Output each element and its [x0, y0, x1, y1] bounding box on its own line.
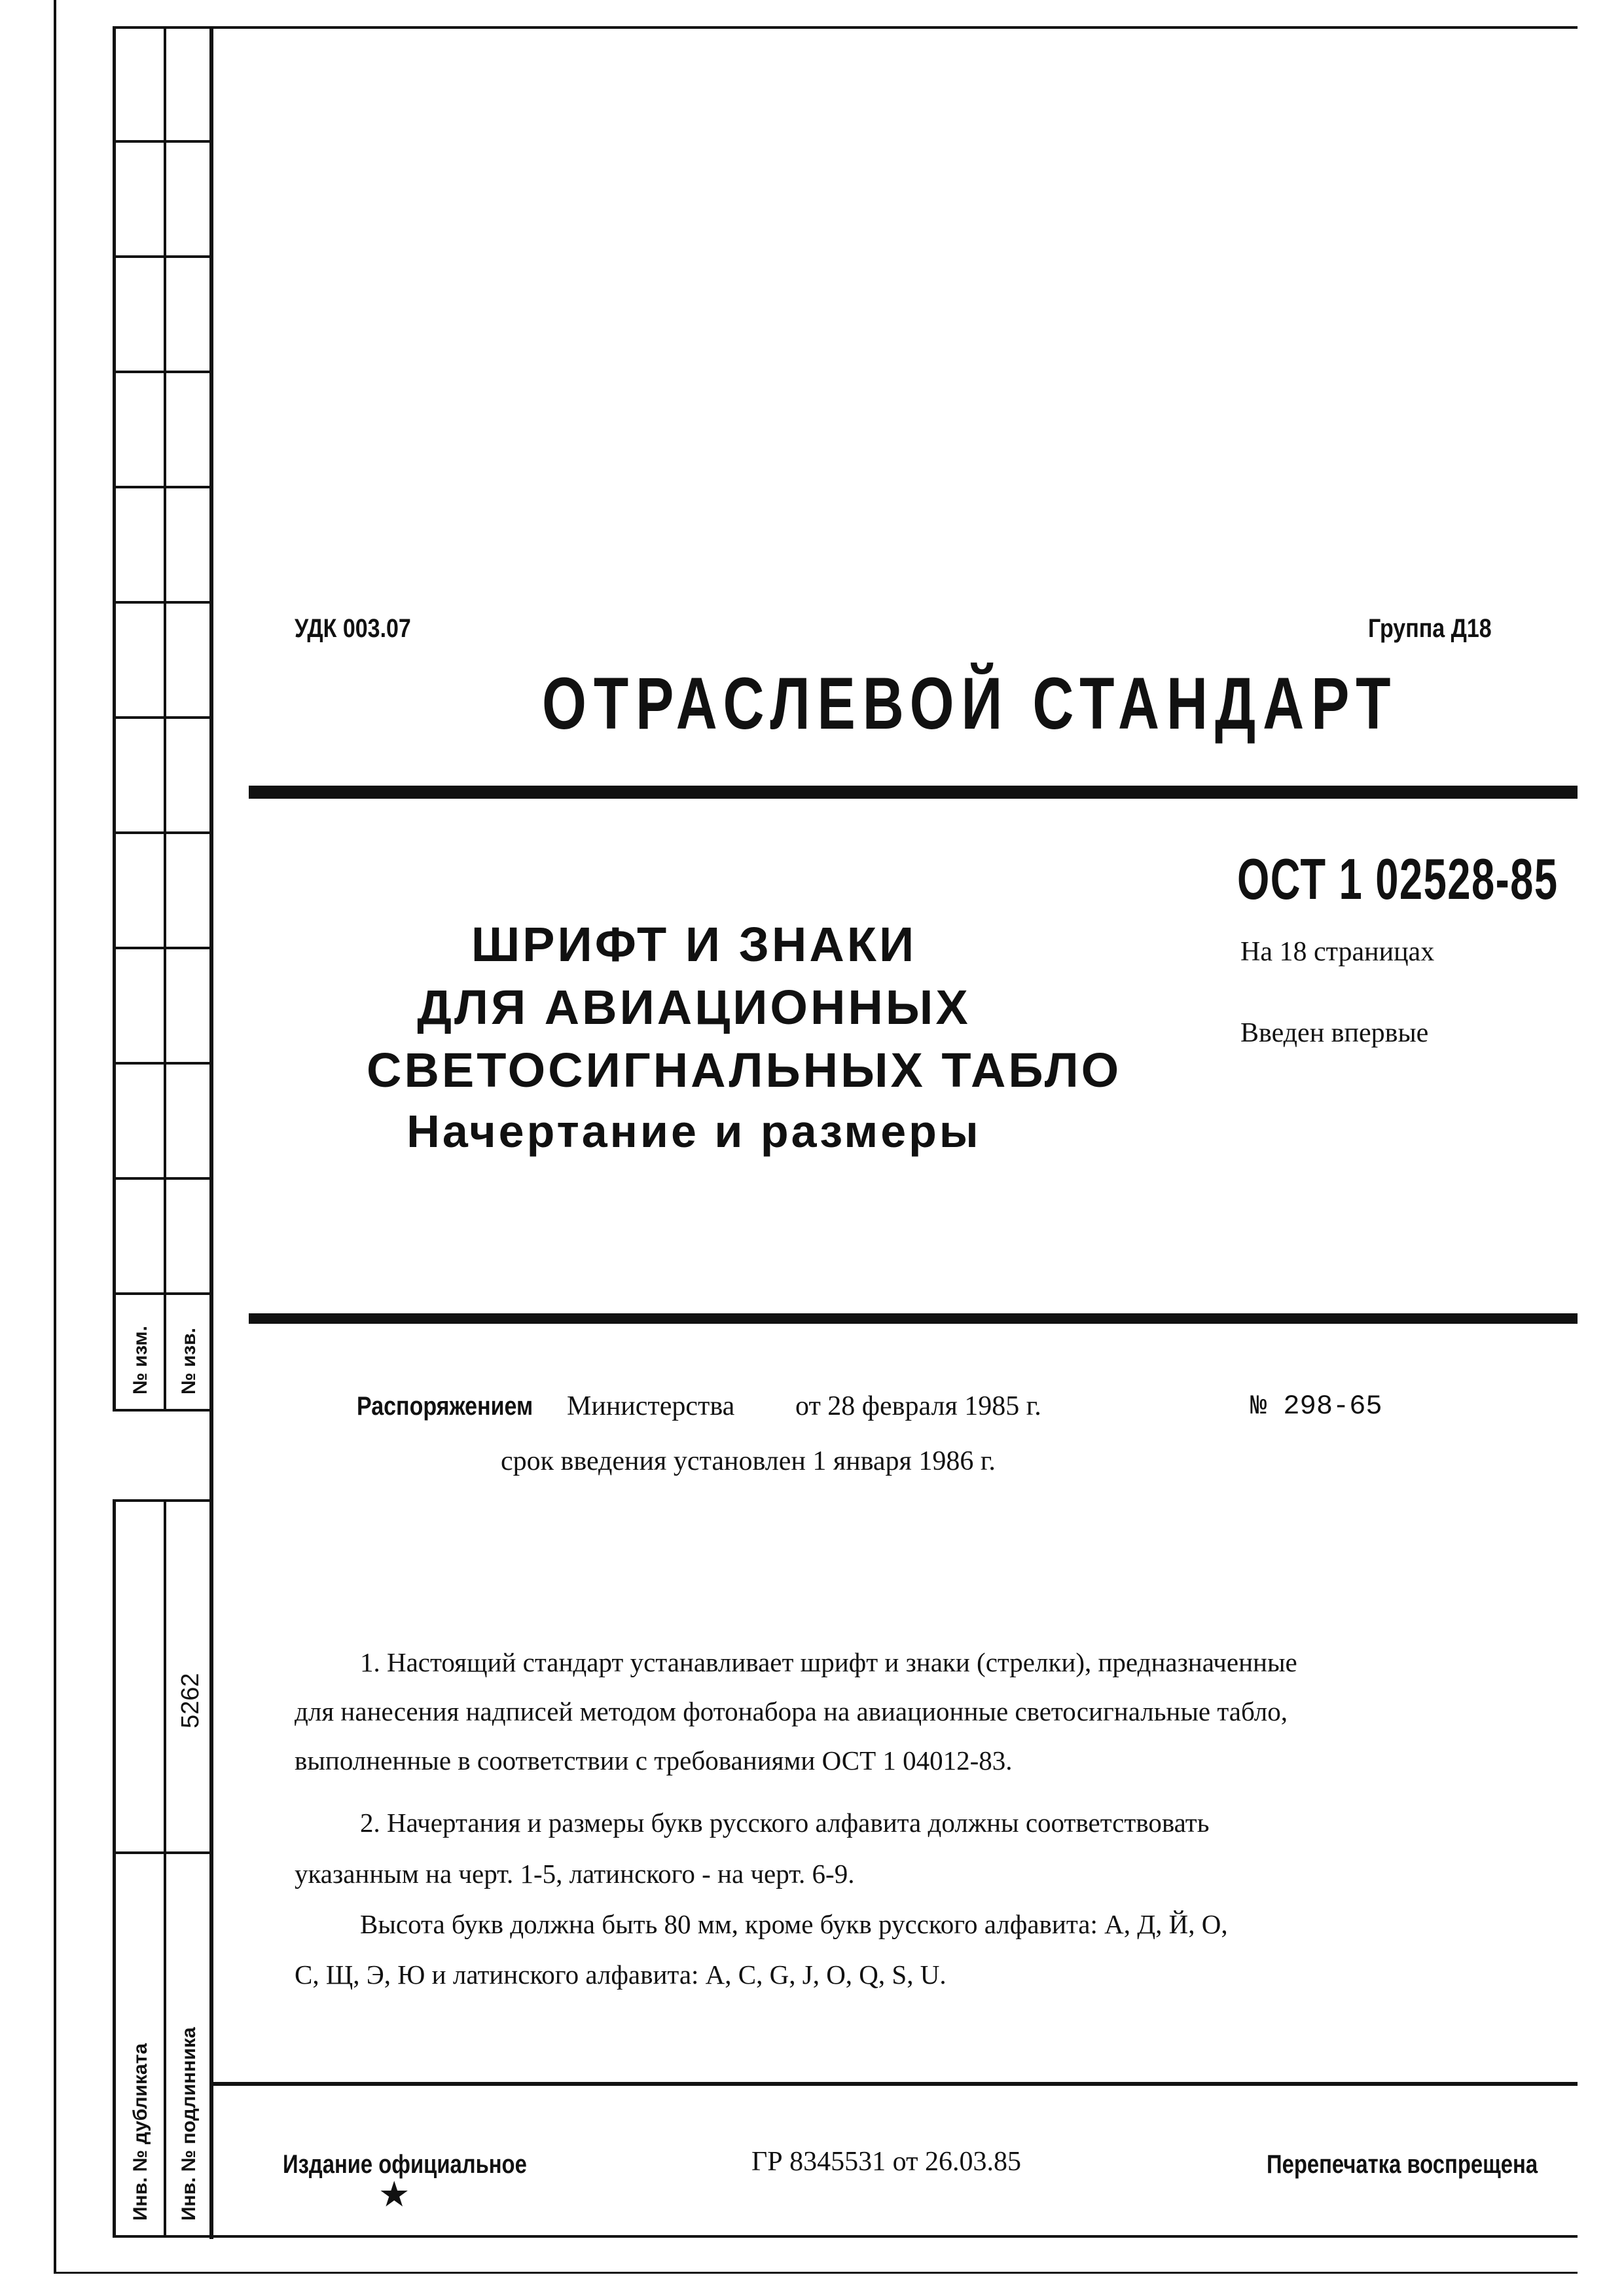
frame-left-border — [209, 26, 213, 2239]
frame-top-border — [113, 26, 1578, 29]
sidebar-lower-divider — [113, 1851, 213, 1854]
doc-title-line-1: ШРИФТ И ЗНАКИ — [471, 917, 917, 972]
star-icon: ★ — [378, 2175, 410, 2214]
group-code: Группа Д18 — [1368, 614, 1492, 643]
outer-left-border — [54, 0, 56, 2272]
sidebar-lower-mid-edge — [164, 1499, 166, 2238]
doc-subtitle: Начертание и размеры — [406, 1106, 981, 1157]
doc-title-line-2: ДЛЯ АВИАЦИОННЫХ — [417, 980, 971, 1034]
duplicate-inventory-label: Инв. № дубликата — [130, 2043, 151, 2221]
doc-title-line-3: СВЕТОСИГНАЛЬНЫХ ТАБЛО — [367, 1043, 1122, 1097]
page-bottom-line — [54, 2272, 1578, 2274]
sidebar-row-divider — [113, 1292, 213, 1295]
para-1-line-3: выполненные в соответствии с требованиями ОСТ 1 04012-83. — [295, 1745, 1013, 1776]
reprint-notice: Перепечатка воспрещена — [1267, 2150, 1538, 2179]
para-3-line-1: Высота букв должна быть 80 мм, кроме букв русского алфавита: А, Д, Й, О, — [360, 1909, 1228, 1939]
frame-bottom-border — [113, 2235, 1578, 2238]
original-inventory-label: Инв. № подлинника — [178, 2027, 200, 2221]
sidebar-row-divider — [113, 831, 213, 834]
title-thick-rule — [249, 1313, 1578, 1324]
para-1-line-2: для нанесения надписей методом фотонабора на авиационные светосигнальные табло, — [295, 1696, 1288, 1726]
pages-count: На 18 страницах — [1240, 937, 1435, 967]
change-number-label: № изм. — [130, 1326, 151, 1394]
order-effective-date: срок введения установлен 1 января 1986 г. — [501, 1446, 996, 1476]
header-thick-rule — [249, 786, 1578, 799]
registration-number: ГР 8345531 от 26.03.85 — [751, 2147, 1021, 2177]
order-date: от 28 февраля 1985 г. — [795, 1391, 1041, 1421]
sidebar-row-divider — [113, 1062, 213, 1065]
official-edition-label: Издание официальное — [283, 2150, 527, 2179]
para-1-line-1: 1. Настоящий стандарт устанавливает шрифт и знаки (стрелки), предназначенные — [360, 1647, 1297, 1677]
sidebar-row-divider — [113, 371, 213, 373]
sidebar-row-divider — [113, 255, 213, 258]
standard-status: Введен впервые — [1240, 1018, 1429, 1048]
sidebar-row-divider — [113, 716, 213, 719]
sidebar-row-divider — [113, 1177, 213, 1180]
sidebar-row-divider — [113, 486, 213, 488]
para-2-line-2: указанным на черт. 1-5, латинского - на черт. 6-9. — [295, 1859, 855, 1889]
footer-rule — [209, 2082, 1578, 2086]
sidebar-lower-left-edge — [113, 1499, 116, 2238]
sidebar-row-divider — [113, 601, 213, 604]
original-inventory-value: 5262 — [177, 1673, 204, 1728]
sidebar-lower-top-edge — [113, 1499, 213, 1502]
page-main-title: ОТРАСЛЕВОЙ СТАНДАРТ — [542, 663, 1398, 744]
order-number: № 298-65 — [1250, 1391, 1382, 1422]
udk-code: УДК 003.07 — [295, 614, 411, 643]
standard-number: ОСТ 1 02528-85 — [1237, 847, 1559, 911]
para-3-line-2: С, Щ, Э, Ю и латинского алфавита: A, C, G, J, O, Q, S, U. — [295, 1959, 947, 1990]
notice-number-label: № изв. — [178, 1328, 200, 1394]
order-label: Распоряжением — [357, 1392, 533, 1421]
sidebar-row-divider — [113, 947, 213, 949]
sidebar-row-divider — [113, 140, 213, 143]
para-2-line-1: 2. Начертания и размеры букв русского алфавита должны соответствовать — [360, 1808, 1210, 1838]
order-ministry: Министерства — [567, 1391, 735, 1421]
sidebar-upper-bottom-edge — [113, 1409, 213, 1412]
